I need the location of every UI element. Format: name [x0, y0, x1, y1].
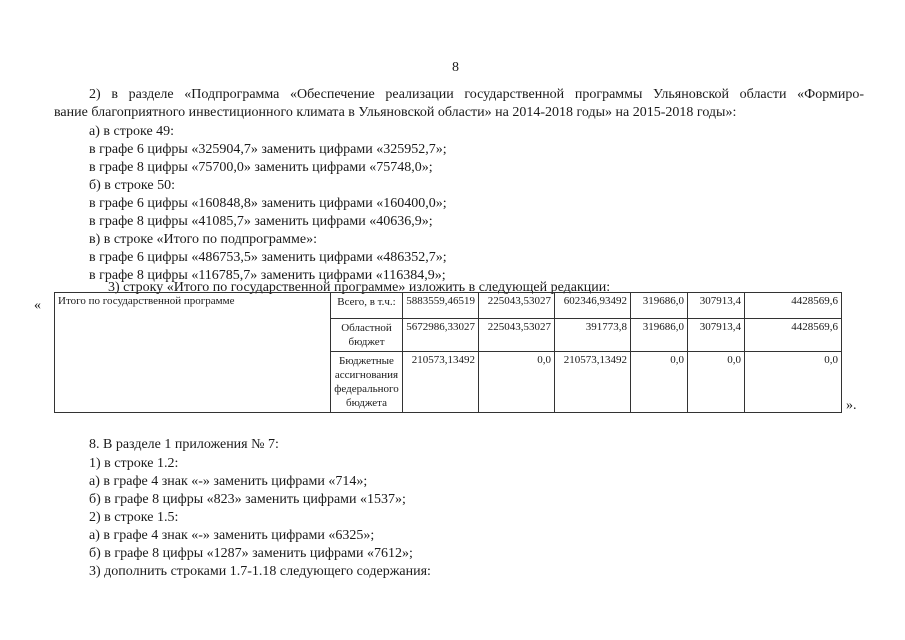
item-b-line2: в графе 8 цифры «41085,7» заменить цифрами «40636,9»;: [89, 214, 433, 229]
table-cell: 210573,13492: [555, 352, 631, 413]
section2-line2: вание благоприятного инвестиционного климата в Ульяновской области» на 2014-2018 годы» на 2015-2018 годы»:: [54, 105, 737, 120]
table-cell: 210573,13492: [403, 352, 479, 413]
item-a-line1: в графе 6 цифры «325904,7» заменить цифрами «325952,7»;: [89, 142, 447, 157]
item-v-heading: в) в строке «Итого по подпрограмме»:: [89, 232, 317, 247]
table-cell: 4428569,6: [745, 293, 842, 319]
program-total-table: [54, 292, 842, 413]
item-a-heading: а) в строке 49:: [89, 124, 175, 139]
item-a-line2: в графе 8 цифры «75700,0» заменить цифрами «75748,0»;: [89, 160, 433, 175]
section8-item2b: б) в графе 8 цифры «1287» заменить цифрами «7612»;: [89, 546, 413, 561]
table-cell: 225043,53027: [479, 293, 555, 319]
item-b-line1: в графе 6 цифры «160848,8» заменить цифрами «160400,0»;: [89, 196, 447, 211]
table-cell: 307913,4: [688, 293, 745, 319]
row-label-federal: Бюджетные ассигнования федерального бюджета: [331, 352, 403, 413]
table-cell: 602346,93492: [555, 293, 631, 319]
section2-line1: 2) в разделе «Подпрограмма «Обеспечение реализации государственной программы Ульяновской области «Формиро-: [89, 87, 864, 102]
section8-item1: 1) в строке 1.2:: [89, 456, 179, 471]
table-cell: 225043,53027: [479, 319, 555, 352]
table-close-quote: ».: [846, 398, 857, 413]
section8-item3: 3) дополнить строками 1.7-1.18 следующего содержания:: [89, 564, 431, 579]
table-title-cell: Итого по государственной программе: [55, 293, 331, 413]
table-cell: 5672986,33027: [403, 319, 479, 352]
item-v-line2: в графе 8 цифры «116785,7» заменить цифрами «116384,9»;: [89, 268, 446, 283]
table-cell: 319686,0: [631, 293, 688, 319]
section8-item2: 2) в строке 1.5:: [89, 510, 179, 525]
table-open-quote: «: [34, 298, 41, 313]
table-cell: 0,0: [688, 352, 745, 413]
table-cell: 0,0: [631, 352, 688, 413]
table-cell: 307913,4: [688, 319, 745, 352]
table-cell: 391773,8: [555, 319, 631, 352]
table-row: [55, 293, 842, 319]
table-cell: 5883559,46519: [403, 293, 479, 319]
item-3-text: 3) строку «Итого по государственной программе» изложить в следующей редакции:: [108, 280, 611, 295]
page-number: 8: [452, 60, 459, 75]
section8-item2a: а) в графе 4 знак «-» заменить цифрами «6325»;: [89, 528, 375, 543]
table-cell: 0,0: [479, 352, 555, 413]
section8-item1b: б) в графе 8 цифры «823» заменить цифрами «1537»;: [89, 492, 406, 507]
item-v-line1: в графе 6 цифры «486753,5» заменить цифрами «486352,7»;: [89, 250, 447, 265]
table-cell: 319686,0: [631, 319, 688, 352]
item-b-heading: б) в строке 50:: [89, 178, 175, 193]
row-label-total: Всего, в т.ч.:: [331, 293, 403, 319]
table-cell: 4428569,6: [745, 319, 842, 352]
row-label-regional: Областной бюджет: [331, 319, 403, 352]
section8-item1a: а) в графе 4 знак «-» заменить цифрами «714»;: [89, 474, 368, 489]
section8-heading: 8. В разделе 1 приложения № 7:: [89, 437, 279, 452]
table-cell: 0,0: [745, 352, 842, 413]
